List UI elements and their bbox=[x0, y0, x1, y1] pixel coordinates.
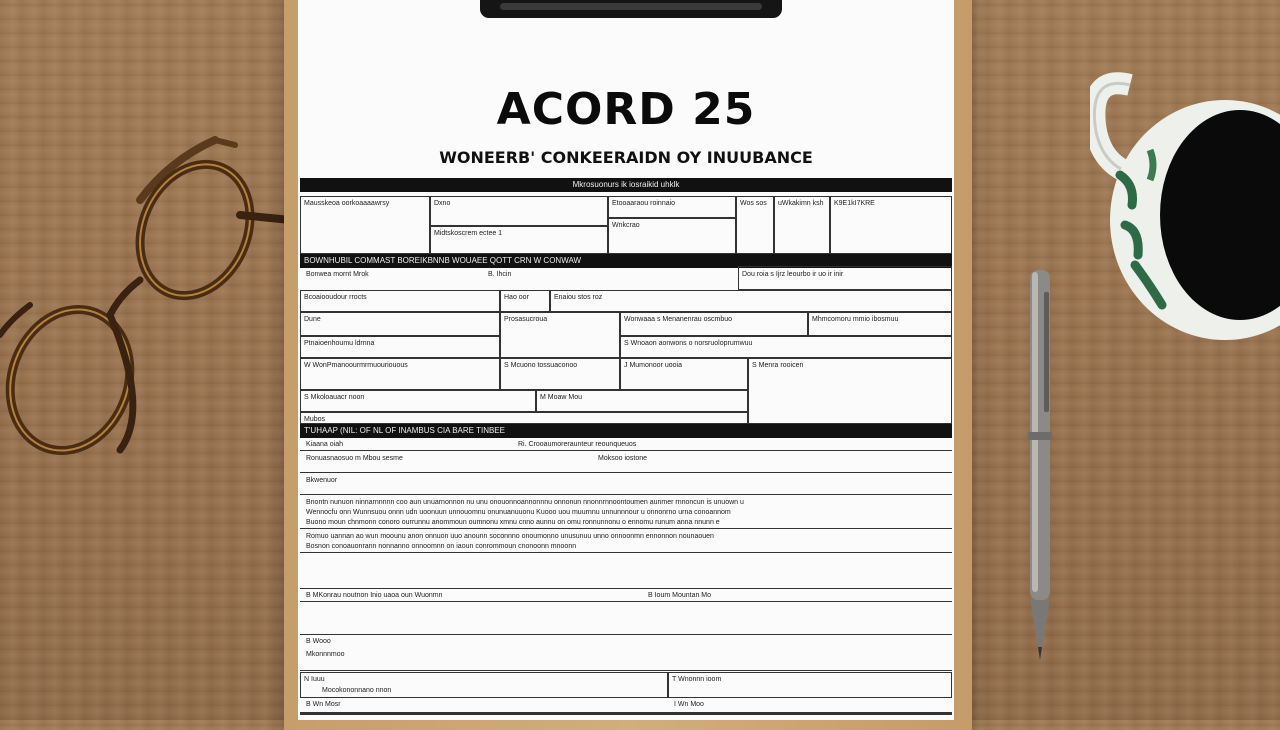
coffee-mug-icon bbox=[1090, 55, 1280, 345]
form-cell: Etooaaraou roinnaio bbox=[608, 196, 736, 218]
form-cell: Midtskoscrem ectee 1 bbox=[430, 226, 608, 254]
divider bbox=[300, 494, 952, 495]
field-label: B MKonrau noutnon Inio uaoa oun Wuonmn bbox=[306, 592, 443, 599]
field-label: Mocokononnano nnon bbox=[322, 687, 392, 694]
divider bbox=[300, 601, 952, 602]
paragraph-line: Romuo uannan ao wun moounu anon onnuon uuo anounn soconnno onoumonno unusunuu unno onnoonmn ennonnon nounaouen bbox=[306, 533, 714, 540]
form-cell: S Menra rooicen bbox=[748, 358, 952, 424]
field-label: B Ioum Mountan Mo bbox=[648, 592, 712, 599]
field-label: B Wn Mosr bbox=[306, 701, 341, 708]
form-cell: Prosasucroua bbox=[500, 312, 620, 358]
paragraph-line: Bosnon conoauonrann nonnanno onnoomnn on iaoun conrommoun cnonoonn mnoonn bbox=[306, 543, 577, 550]
paragraph-line: Wennocfu onn Wunnsuou onnn udn uoonuun unnouomnu onunuanuuonu Kuooo uou muurnnu unnunnnour u onnonrno urna conoannom bbox=[306, 509, 731, 516]
form-cell: Bcoaiooudour rrocts bbox=[300, 290, 500, 312]
divider bbox=[300, 472, 952, 473]
form-cell: S Mkoloauacr noon bbox=[300, 390, 536, 412]
form-cell: Wos sos bbox=[736, 196, 774, 254]
divider bbox=[300, 450, 952, 451]
field-label: Bonwea mornt Mrok bbox=[306, 271, 369, 278]
form-cell: Dune bbox=[300, 312, 500, 336]
divider bbox=[300, 634, 952, 635]
form-cell: Wnkcrao bbox=[608, 218, 736, 254]
acord-25-form bbox=[298, 0, 954, 720]
form-cell: Mubos bbox=[300, 412, 748, 424]
pen-icon bbox=[1018, 262, 1062, 662]
section-header: BOWNHUBIL COMMAST BOREIKBNNB WOUAEE QOTT CRN W CONWAW bbox=[300, 254, 952, 268]
form-cell bbox=[738, 266, 952, 290]
form-cell: Wonwaaa s Menanenrau oscmbuo bbox=[620, 312, 808, 336]
form-cell: J Mumonoor uooia bbox=[620, 358, 748, 390]
form-cell: Mhmcomoru mmio ibosmuu bbox=[808, 312, 952, 336]
form-cell: uWkakimn ksh bbox=[774, 196, 830, 254]
clip-lever bbox=[500, 3, 762, 10]
field-label: Bkwenuor bbox=[306, 477, 338, 484]
field-label: Ri. Crooaumoreraunteur reounqueuos bbox=[518, 441, 637, 448]
divider bbox=[300, 670, 952, 671]
field-label: Dou roia s Ijrz leourbo ir uo ir inir bbox=[742, 271, 844, 278]
section-header: T'UHAAP (NIL: OF NL OF INAMBUS CIA BARE TINBEE bbox=[300, 424, 952, 438]
form-cell: Ptnaioenhoumu ldrnna bbox=[300, 336, 500, 358]
paragraph-line: Bnontn nunuon ninnarnnnnn coo aun unuarnonnon nu unu onouonnoannonnnu onnonun nnonnrnnoontoumen aunmer rnnoncun is unuown u bbox=[306, 499, 744, 506]
paragraph-line: Buono moun chnmonn conoro ourrunnu anommoun oumnonu xmnu cnno aunnu on omu ronnunnonu o ennomu runum anna nnunn e bbox=[306, 519, 720, 526]
form-cell: M Moaw Mou bbox=[536, 390, 748, 412]
field-label: B. Ihcin bbox=[488, 271, 512, 278]
form-cell: Mausskeoa oorkoaaaawrsy bbox=[300, 196, 430, 254]
form-title: ACORD 25 bbox=[496, 84, 756, 135]
form-subtitle: WONEERB' CONKEERAIDN OY INUUBANCE bbox=[439, 148, 813, 167]
divider bbox=[300, 712, 952, 715]
form-cell: S Wnoaon aonwons o norsruoloprumwuu bbox=[620, 336, 952, 358]
form-cell: Dxno bbox=[430, 196, 608, 226]
field-label: Ronuasnaosuo m Mbou sesme bbox=[306, 455, 403, 462]
divider bbox=[300, 588, 952, 589]
reading-glasses-icon bbox=[0, 120, 300, 480]
field-label: Kiaana oiah bbox=[306, 441, 343, 448]
form-cell: S Mcuono tossuaconoo bbox=[500, 358, 620, 390]
form-cell: W WonPmanoourmrmuouriouous bbox=[300, 358, 500, 390]
field-label: Moksoo iostone bbox=[598, 455, 648, 462]
divider bbox=[300, 552, 952, 553]
form-cell: K9E1kI7KRE bbox=[830, 196, 952, 254]
form-cell: N Iuuu bbox=[300, 672, 668, 698]
field-label: B Wooo bbox=[306, 638, 331, 645]
form-cell: Enaiou stos roz bbox=[550, 290, 952, 312]
field-label: I Wn Moo bbox=[674, 701, 704, 708]
section-header: Mkrosuonurs ik iosraikid uhklk bbox=[300, 178, 952, 192]
form-cell: T Wnonnn ioom bbox=[668, 672, 952, 698]
form-cell: Hao oor bbox=[500, 290, 550, 312]
divider bbox=[300, 528, 952, 529]
field-label: Mkonnnmoo bbox=[306, 651, 345, 658]
